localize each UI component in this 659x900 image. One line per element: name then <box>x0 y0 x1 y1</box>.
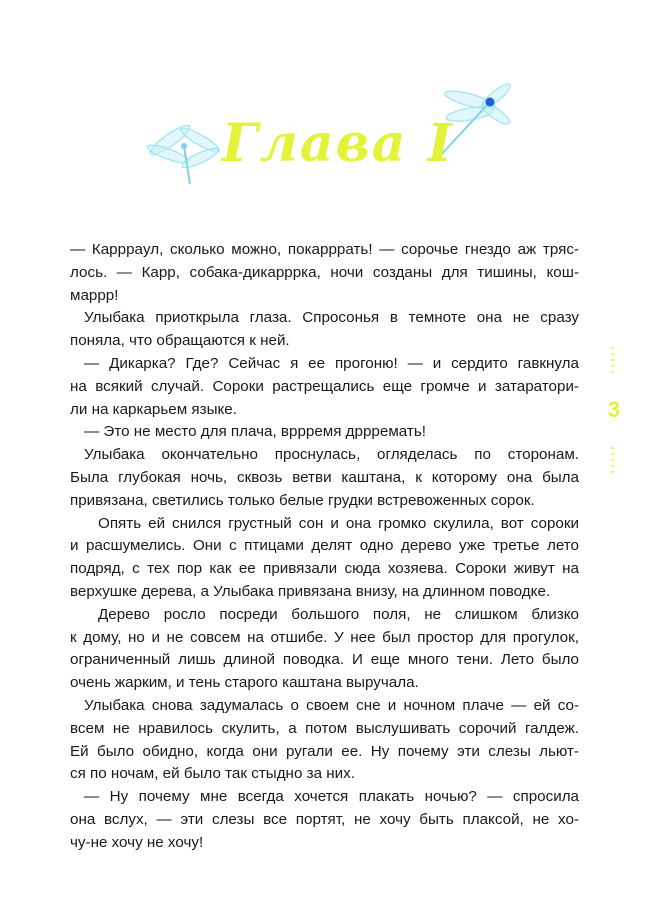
dragonfly-icon <box>140 118 230 188</box>
text-line: Ей было обидно, когда они ругали ее. Ну почему эти слезы льют- <box>70 742 579 760</box>
text-line: ли на каркарьем языке. <box>70 400 237 418</box>
text-line: она вслух, — эти слезы все портят, не хочу быть плаксой, не хо- <box>70 810 579 828</box>
text-line: Улыбака приоткрыла глаза. Спросонья в темноте она не сразу <box>84 309 579 327</box>
body-text <box>70 239 579 855</box>
text-line: и расшумелись. Они с птицами делят одно дерево уже третье лето <box>70 537 579 555</box>
text-line: Улыбака окончательно проснулась, огляделась по сторонам. <box>84 446 579 464</box>
page-number-marker <box>600 345 630 485</box>
text-line: привязана, светились только белые грудки встревоженных сорок. <box>70 491 535 509</box>
text-line: Опять ей снился грустный сон и она громко скулила, вот сороки <box>98 514 579 532</box>
text-line: лось. — Карр, собака-дикарррка, ночи созданы для тишины, кош- <box>70 263 579 281</box>
decorative-dots <box>611 445 614 475</box>
text-line: подряд, с тех пор как ее привязали сюда хозяева. Сороки живут на <box>70 560 579 578</box>
text-line: верхушке дерева, а Улыбака привязана внизу, на длинном поводке. <box>70 582 551 600</box>
text-line: — Карррaул, сколько можно, покарррать! — сорочье гнездо аж тряс- <box>70 241 579 258</box>
text-line: на всякий случай. Сороки растрещались еще громче и затаратори- <box>70 377 579 395</box>
text-line: Дерево росло посреди большого поля, не слишком близко <box>98 605 579 623</box>
text-line: маррр! <box>70 286 119 304</box>
chapter-title: Глава I <box>222 113 454 174</box>
text-line: Улыбака снова задумалась о своем сне и ночном плаче — ей со- <box>84 696 579 714</box>
text-line: Была глубокая ночь, сквозь ветви каштана, к которому она была <box>70 468 579 486</box>
chapter-header <box>130 60 530 210</box>
text-line: всем не нравилось скулить, а потом выслушивать сорочий галдеж. <box>70 719 579 737</box>
text-line: поняла, что обращаются к ней. <box>70 332 290 350</box>
text-line: ся по ночам, ей было так стыдно за них. <box>70 765 355 783</box>
page-number: 3 <box>607 397 621 422</box>
text-line: ограниченный лишь длиной поводка. И еще много тени. Лето было <box>70 651 579 669</box>
text-line: очень жарким, и тень старого каштана выручала. <box>70 674 419 692</box>
text-line: — Это не место для плача, вррремя дррремать! <box>84 423 426 441</box>
text-line: — Дикарка? Где? Сейчас я ее прогоню! — и сердито гавкнула <box>84 354 579 372</box>
decorative-dots <box>611 345 614 375</box>
text-line: — Ну почему мне всегда хочется плакать ночью? — спросила <box>84 788 579 806</box>
text-line: чу-не хочу не хочу! <box>70 833 204 851</box>
text-line: к дому, но и не совсем на отшибе. У нее был простор для прогулок, <box>70 628 579 646</box>
